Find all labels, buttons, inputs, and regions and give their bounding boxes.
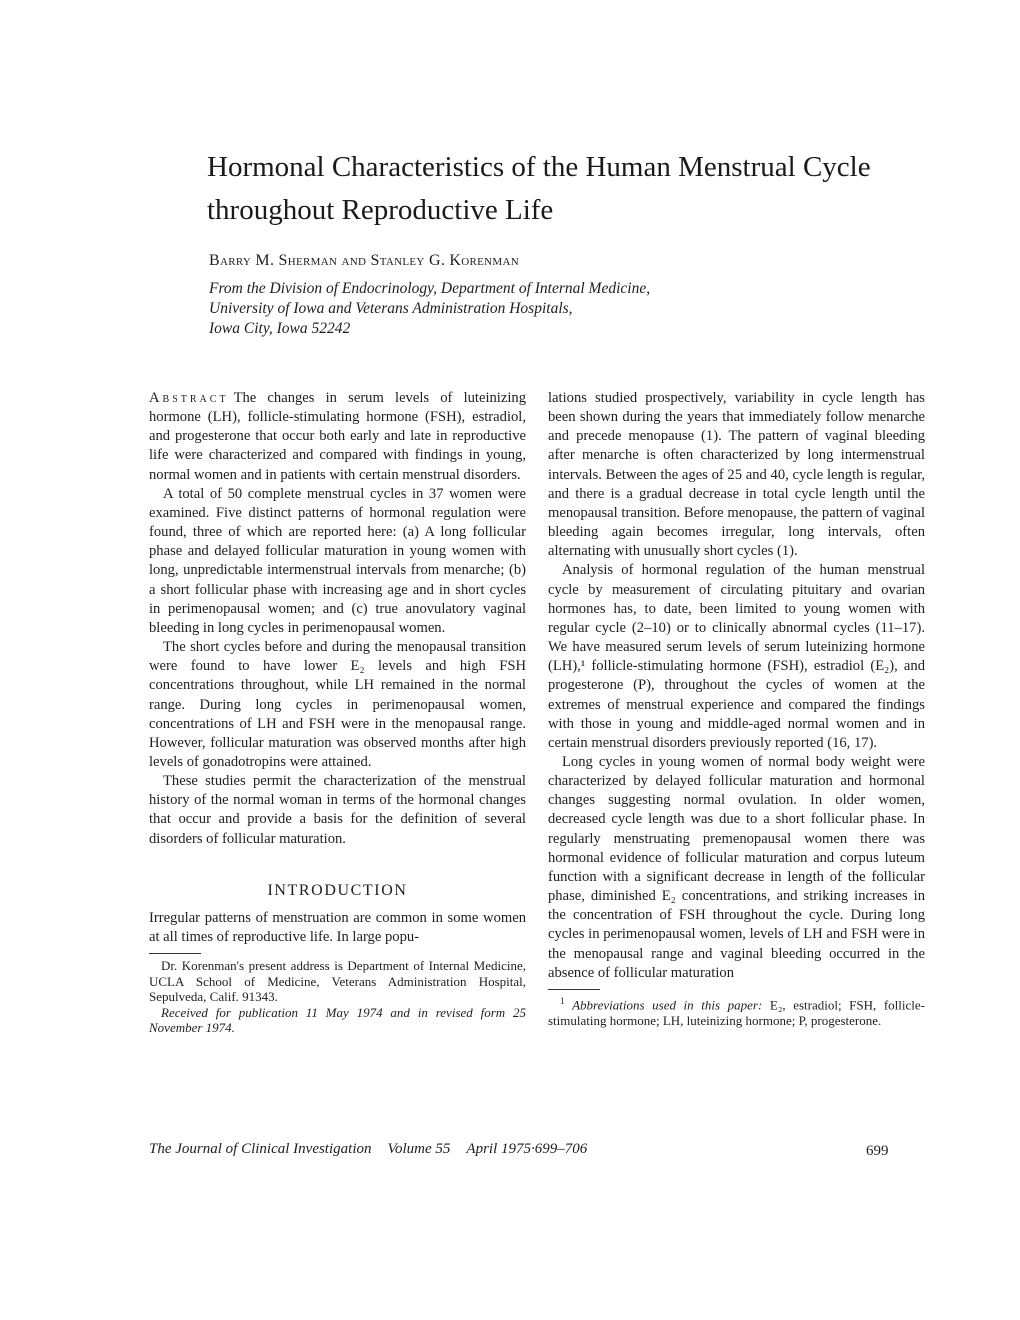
- affiliation-line-1: From the Division of Endocrinology, Department of Internal Medicine,: [209, 280, 651, 297]
- intro-paragraph-right-2: Analysis of hormonal regulation of the human menstrual cycle by measurement of circulating pituitary and ovarian hormones has, to date, been limited to young women with regular cycle (2–10) or to clinically abnormal cycles (11–17). We have measured serum levels of serum luteinizing hormone (LH),¹ follicle-stimulating hormone (FSH), estradiol (E₂), and progesterone (P), throughout the cycles of women at the extremes of menstrual experience and compared the findings with those in young and middle-aged normal women and in certain menstrual disorders previously reported (16, 17).: [548, 562, 925, 751]
- footnote-abbreviations-text: E₂, estradiol; FSH, follicle-stimulating hormone; LH, luteinizing hormone; P, progesterone.: [548, 997, 926, 1028]
- article-title: [207, 146, 927, 232]
- abstract-paragraph-3: The short cycles before and during the menopausal transition were found to have lower E₂ levels and high FSH concentrations throughout, while LH remained in the normal range. During long cycles in perimenopausal women, concentrations of LH and FSH were in the menopausal range. However, follicular maturation was observed months after high levels of gonadotropins were attained.: [149, 639, 526, 770]
- footnote-received: Received for publication 11 May 1974 and in revised form 25 November 1974.: [149, 1004, 526, 1036]
- title-line-1: Hormonal Characteristics of the Human Menstrual Cycle: [207, 151, 871, 183]
- abstract-paragraph-1: [149, 389, 526, 485]
- journal-footer: [149, 1141, 879, 1158]
- footer-journal: The Journal of Clinical Investigation: [149, 1141, 372, 1157]
- abstract-paragraph-4: These studies permit the characterization of the menstrual history of the normal woman in terms of the hormonal changes that occur and provide a basis for the definition of several disorders of follicular maturation.: [149, 773, 526, 847]
- affiliation-line-3: Iowa City, Iowa 52242: [209, 320, 351, 337]
- footnote-abbreviations: [548, 994, 925, 1028]
- intro-paragraph-left: Irregular patterns of menstruation are common in some women at all times of reproductive life. In large popu-: [149, 909, 526, 945]
- right-column: [548, 389, 925, 1028]
- footnote-address: Dr. Korenman's present address is Department of Internal Medicine, UCLA School of Medicine, Veterans Administration Hospital, Sepulveda, Calif. 91343.: [149, 958, 526, 1005]
- abstract-label: Abstract: [149, 390, 229, 406]
- intro-paragraph-right-3: Long cycles in young women of normal body weight were characterized by delayed follicular maturation and hormonal changes suggesting normal ovulation. In older women, decreased cycle length was due to a short follicular phase. In regularly menstruating premenopausal women there was hormonal evidence of follicular maturation and corpus luteum function with a significant decrease in length of the follicular phase, diminished E₂ concentrations, and striking increases in the concentration of FSH throughout the cycle. During long cycles in perimenopausal women, levels of LH and FSH were in the menopausal range and vaginal bleeding occurred in the absence of follicular maturation: [548, 753, 925, 981]
- footer-date-pages: April 1975·699–706: [466, 1141, 588, 1157]
- affiliation: [209, 279, 769, 339]
- abstract-paragraph-2: A total of 50 complete menstrual cycles in 37 women were examined. Five distinct patterns of hormonal regulation were found, three of which are reported here: (a) A long follicular phase and delayed follicular maturation in young women with long, unpredictable intermenstrual intervals from menarche; (b) a short follicular phase with increasing age and in short cycles in perimenopausal women; and (c) true anovulatory vaginal bleeding in long cycles in perimenopausal women.: [149, 485, 526, 636]
- authors: Barry M. Sherman and Stanley G. Korenman: [209, 252, 519, 269]
- affiliation-line-2: University of Iowa and Veterans Administration Hospitals,: [209, 300, 573, 317]
- footer-volume: Volume 55: [387, 1141, 451, 1157]
- footnote-divider-right: [548, 989, 600, 990]
- page-number: 699: [866, 1143, 889, 1159]
- left-column: [149, 389, 526, 1036]
- abstract-text-1: The changes in serum levels of luteinizing hormone (LH), follicle-stimulating hormone (FSH), estradiol, and progesterone that occur both early and late in reproductive life were characterized and compared with findings in young, normal women and in patients with certain menstrual disorders.: [149, 390, 526, 483]
- footnote-divider-left: [149, 953, 201, 954]
- title-line-2: throughout Reproductive Life: [207, 194, 554, 226]
- section-heading-introduction: INTRODUCTION: [267, 881, 408, 899]
- intro-paragraph-right-1: lations studied prospectively, variability in cycle length has been shown during the years that immediately follow menarche and precede menopause (1). The pattern of vaginal bleeding after menarche is often characterized by long intermenstrual intervals. Between the ages of 25 and 40, cycle length is regular, and there is a gradual decrease in total cycle length until the menopausal transition. Before menopause, the pattern of vaginal bleeding again becomes irregular, long intervals, often alternating with unusually short cycles (1).: [548, 390, 925, 560]
- footnote-marker: 1: [560, 995, 565, 1006]
- footnote-abbreviations-label: Abbreviations used in this paper:: [572, 997, 763, 1013]
